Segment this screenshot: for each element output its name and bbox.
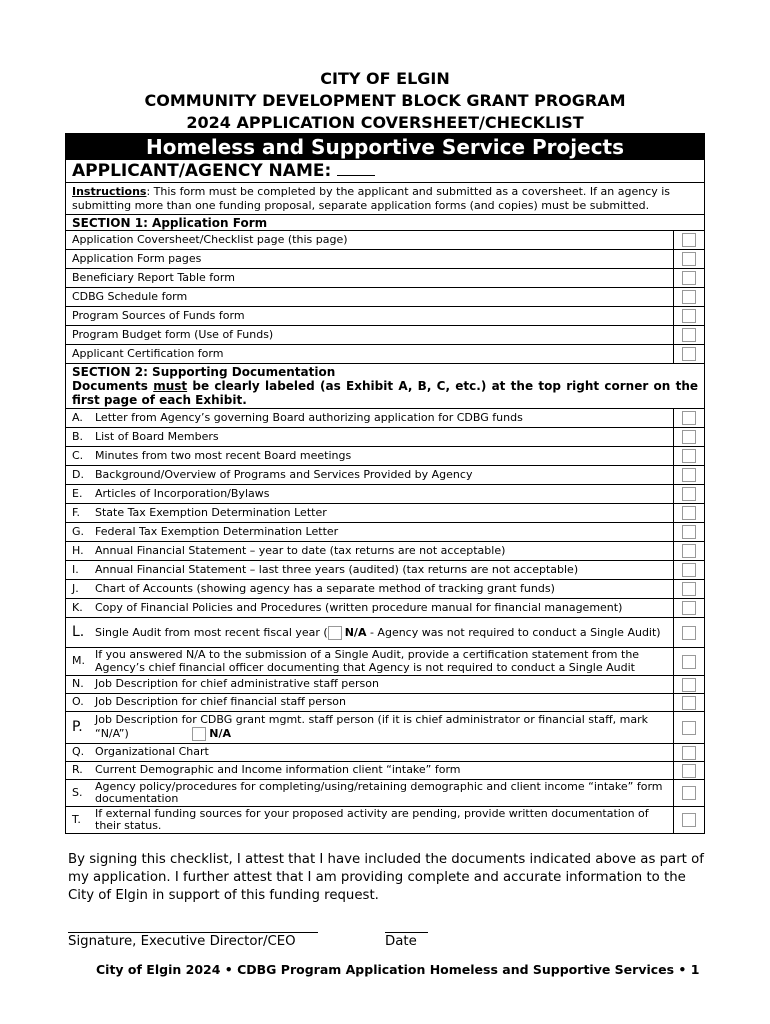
applicant-name-row [66,160,704,183]
item-text: Copy of Financial Policies and Procedures (written procedure manual for financial management) [95,600,623,614]
item-text: Applicant Certification form [72,346,224,360]
section1-title: SECTION 1: Application Form [72,216,268,230]
item-text [95,714,667,741]
list-item [66,711,704,743]
item-text: Application Form pages [72,251,202,265]
section2-rest: : Supporting Documentation [143,365,336,379]
checkbox[interactable] [682,563,696,577]
section2-list-a [66,408,704,617]
section2-title [66,363,704,379]
attestation-text: By signing this checklist, I attest that I have included the documents indicated above as part of my application. I further attest that I am providing complete and accurate information to the City of Elgin in support of this funding request. [68,852,704,903]
date-label: Date [385,934,417,949]
banner-title: Homeless and Supportive Service Projects [66,134,704,160]
list-item [66,761,704,779]
item-letter: Q. [72,745,85,759]
header-checklist: 2024 APPLICATION COVERSHEET/CHECKLIST [186,113,584,132]
checkbox[interactable] [682,786,696,800]
item-text: Application Coversheet/Checklist page (this page) [72,232,348,246]
na-label: N/A [209,726,232,740]
checkbox[interactable] [682,468,696,482]
checkbox[interactable] [682,696,696,710]
instructions-text: : This form must be completed by the applicant and submitted as a coversheet. If an agency is submitting more than one funding proposal, separate application forms (and copies) must be submitted. [72,185,671,212]
list-item [66,617,704,647]
list-item [66,693,704,711]
header-city: CITY OF ELGIN [320,69,450,88]
item-text: Program Budget form (Use of Funds) [72,327,274,341]
item-letter: J. [72,581,79,595]
item-letter: N. [72,677,84,691]
checkbox[interactable] [682,252,696,266]
checkbox[interactable] [682,721,696,735]
list-item [66,743,704,761]
na-label: N/A [344,625,367,639]
checkbox[interactable] [682,764,696,778]
item-letter: M. [72,654,85,668]
list-item [66,249,704,268]
checkbox[interactable] [682,626,696,640]
item-letter: A. [72,410,83,424]
list-item [66,779,704,806]
na-checkbox[interactable] [192,727,206,741]
checkbox[interactable] [682,430,696,444]
item-letter: I. [72,562,79,576]
section2-note-b: be clearly labeled (as Exhibit A, B, C, etc.) at the top right corner on the first page of each Exhibit. [72,379,698,407]
item-text: Current Demographic and Income information client “intake” form [95,763,461,777]
item-text: Agency policy/procedures for completing/using/retaining demographic and client income “intake” form documentation [95,779,663,805]
checkbox[interactable] [682,678,696,692]
item-letter: G. [72,524,85,538]
list-item [66,306,704,325]
list-item [66,560,704,579]
item-text [95,626,661,640]
item-l-text-a: Single Audit from most recent fiscal year ( [95,625,328,639]
item-letter: H. [72,543,84,557]
item-text: If external funding sources for your proposed activity are pending, provide written documentation of their status. [95,806,649,832]
signature-line[interactable] [68,932,318,933]
item-text: Organizational Chart [95,745,209,759]
checkbox[interactable] [682,813,696,827]
list-item [66,579,704,598]
list-item [66,344,704,363]
list-item [66,230,704,249]
item-letter: L. [72,624,85,641]
item-text: Annual Financial Statement – last three years (audited) (tax returns are not acceptable) [95,562,579,576]
item-text: Articles of Incorporation/Bylaws [95,486,270,500]
list-item [66,503,704,522]
item-letter: K. [72,600,83,614]
item-text: Federal Tax Exemption Determination Letter [95,524,339,538]
applicant-name-field[interactable] [337,160,375,176]
item-text: Beneficiary Report Table form [72,270,235,284]
instructions-label: Instructions [72,185,147,198]
item-text: CDBG Schedule form [72,289,188,303]
item-letter: T. [72,812,81,826]
section2-list-c [66,743,704,779]
checkbox[interactable] [682,525,696,539]
list-item [66,268,704,287]
checkbox[interactable] [682,290,696,304]
checkbox[interactable] [682,487,696,501]
list-item [66,647,704,675]
list-item [66,522,704,541]
header-program: COMMUNITY DEVELOPMENT BLOCK GRANT PROGRAM [144,91,626,110]
checklist-form [65,133,705,834]
item-letter: O. [72,695,84,709]
section2-note-must: must [153,379,188,393]
list-item [66,675,704,693]
item-text: Letter from Agency’s governing Board authorizing application for CDBG funds [95,410,523,424]
checkbox[interactable] [682,347,696,361]
item-text: If you answered N/A to the submission of a Single Audit, provide a certification statement from the Agency’s chief financial officer documenting that Agency is not required to conduct a Single Audit [95,648,640,674]
item-text: Annual Financial Statement – year to date (tax returns are not acceptable) [95,543,506,557]
signature-label: Signature, Executive Director/CEO [68,934,296,949]
checkbox[interactable] [682,411,696,425]
section2-note [66,379,704,408]
section2-note-a: Documents [72,379,154,393]
list-item [66,465,704,484]
checkbox[interactable] [682,233,696,247]
item-letter: E. [72,486,83,500]
list-item [66,446,704,465]
list-item [66,541,704,560]
list-item [66,806,704,833]
checkbox[interactable] [682,582,696,596]
checkbox[interactable] [682,328,696,342]
checkbox[interactable] [682,271,696,285]
checkbox[interactable] [682,655,696,669]
item-text: Background/Overview of Programs and Services Provided by Agency [95,467,473,481]
checkbox[interactable] [682,449,696,463]
list-item [66,598,704,617]
item-l-text-b: - Agency was not required to conduct a Single Audit) [366,625,661,639]
list-item [66,427,704,446]
applicant-label: APPLICANT/AGENCY NAME: [72,161,332,181]
list-item [66,484,704,503]
section2-prefix: SECTION 2 [72,365,144,379]
checkbox[interactable] [682,309,696,323]
section2-list-b [66,675,704,711]
item-text: Job Description for chief financial staff person [95,695,347,709]
list-item [66,287,704,306]
instructions [66,183,704,215]
list-item [66,408,704,427]
section1-list [66,230,704,363]
item-letter: D. [72,467,84,481]
checkbox[interactable] [682,544,696,558]
item-letter: S. [72,785,83,799]
item-letter: R. [72,763,83,777]
item-text: Job Description for chief administrative staff person [95,677,379,691]
item-letter: C. [72,448,84,462]
checkbox[interactable] [682,601,696,615]
item-text: State Tax Exemption Determination Letter [95,505,327,519]
item-letter: P. [72,719,83,736]
list-item [66,325,704,344]
item-p-text: Job Description for CDBG grant mgmt. staff person (if it is chief administrator or financial staff, mark “N/A”) [95,713,648,740]
page-footer: City of Elgin 2024 • CDBG Program Application Homeless and Supportive Services • 1 [96,962,700,977]
date-line[interactable] [385,932,428,933]
item-text: List of Board Members [95,429,219,443]
item-text: Minutes from two most recent Board meetings [95,448,352,462]
item-letter: F. [72,505,81,519]
item-text: Chart of Accounts (showing agency has a separate method of tracking grant funds) [95,581,555,595]
checkbox[interactable] [682,506,696,520]
item-text: Program Sources of Funds form [72,308,245,322]
checkbox[interactable] [682,746,696,760]
na-checkbox[interactable] [328,626,342,640]
item-letter: B. [72,429,84,443]
